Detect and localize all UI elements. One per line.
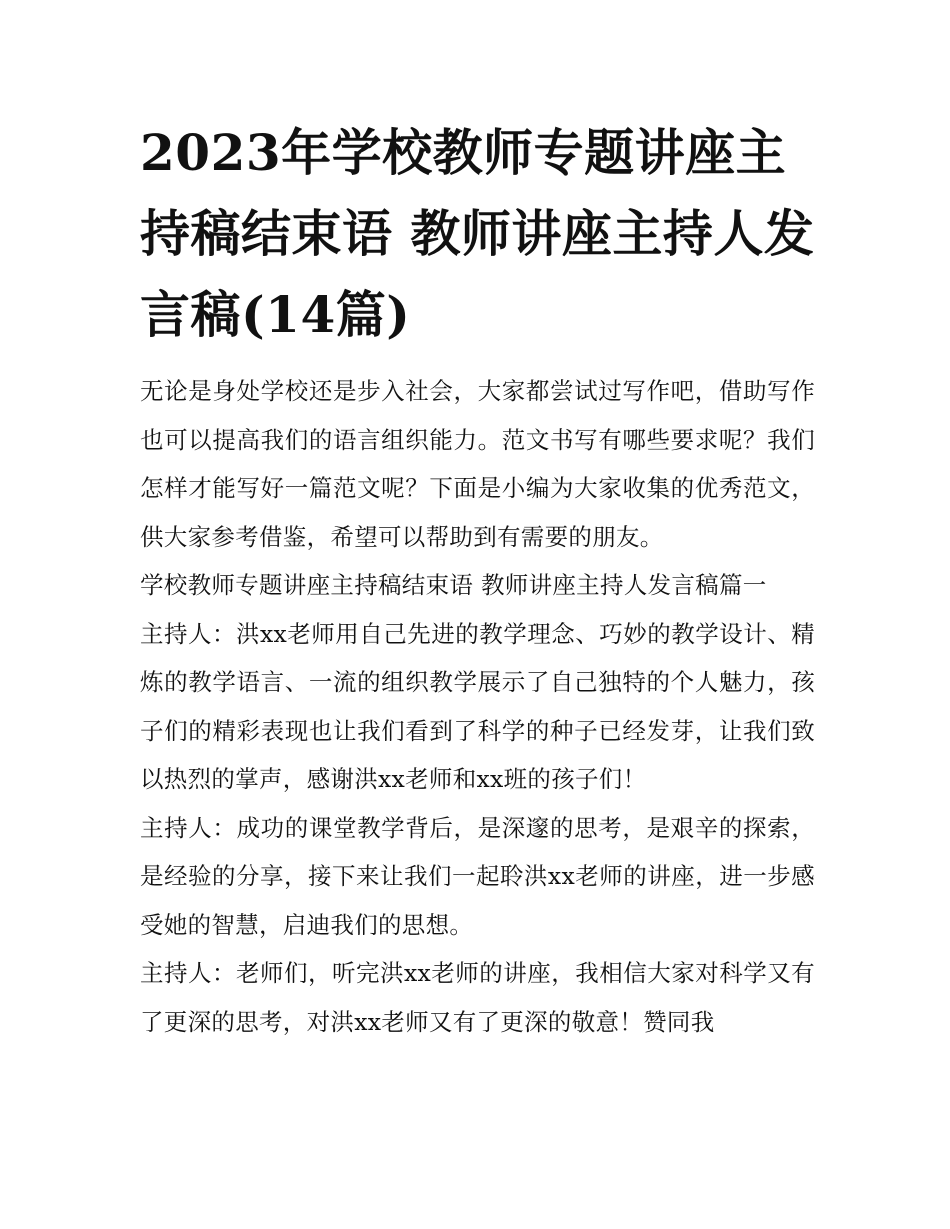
section-heading: 学校教师专题讲座主持稿结束语 教师讲座主持人发言稿篇一: [140, 571, 767, 599]
body-paragraph: 主持人：成功的课堂教学背后，是深邃的思考，是艰辛的探索，是经验的分享，接下来让我们一起聆洪xx老师的讲座，进一步感受她的智慧，启迪我们的思想。: [140, 813, 815, 939]
body-paragraph: 主持人：洪xx老师用自己先进的教学理念、巧妙的教学设计、精炼的教学语言、一流的组织教学展示了自己独特的个人魅力，孩子们的精彩表现也让我们看到了科学的种子已经发芽，让我们致以热烈的掌声，感谢洪xx老师和xx班的孩子们！: [140, 619, 815, 793]
intro-paragraph: 无论是身处学校还是步入社会，大家都尝试过写作吧，借助写作也可以提高我们的语言组织能力。范文书写有哪些要求呢？我们怎样才能写好一篇范文呢？下面是小编为大家收集的优秀范文，供大家参考借鉴，希望可以帮助到有需要的朋友。: [140, 377, 815, 551]
document-body: [140, 367, 815, 1046]
document-page: [140, 112, 815, 1046]
body-paragraph: 主持人：老师们，听完洪xx老师的讲座，我相信大家对科学又有了更深的思考，对洪xx老师又有了更深的敬意！赞同我: [140, 959, 815, 1036]
document-title: 2023年学校教师专题讲座主持稿结束语 教师讲座主持人发言稿(14篇): [140, 123, 815, 344]
